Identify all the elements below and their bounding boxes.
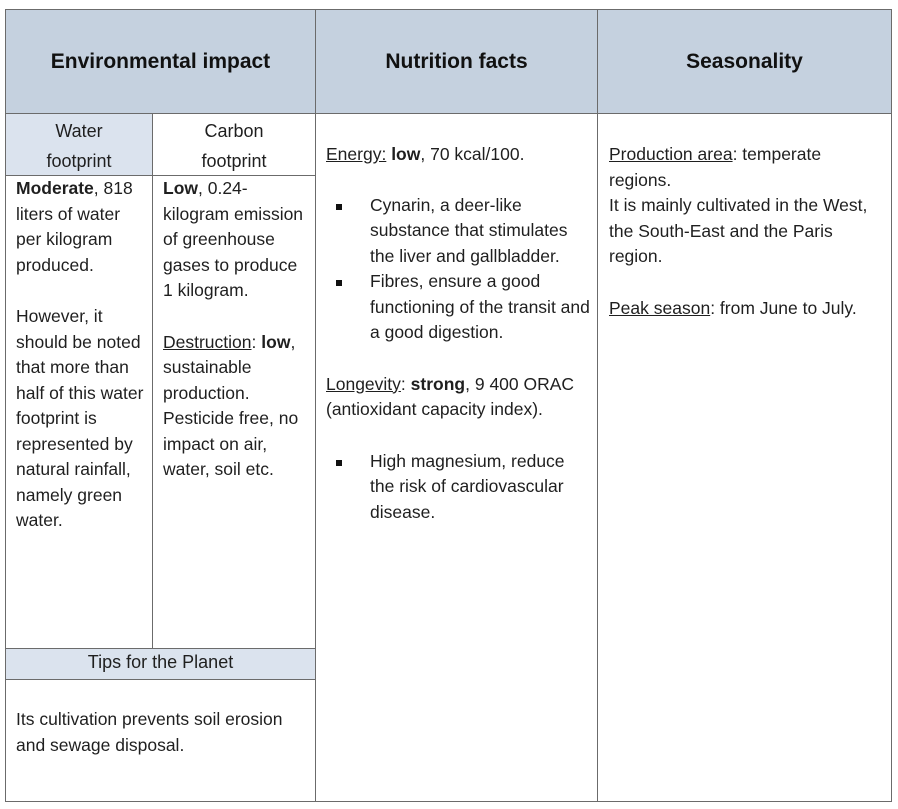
peak-label: Peak season	[609, 297, 711, 318]
longevity-label: Longevity	[326, 373, 401, 394]
energy-bullet-item: Cynarin, a deer-like substance that stimulates the liver and gallbladder.	[326, 193, 592, 270]
destruction-detail: , sustainable production. Pesticide free, no impact on air, water, soil etc.	[163, 331, 299, 479]
water-footprint-title	[6, 116, 152, 176]
energy-line	[326, 142, 592, 168]
tips-bottom-rule	[5, 679, 316, 680]
tips-text: Its cultivation prevents soil erosion and sewage disposal.	[16, 709, 283, 755]
water-footprint-note: However, it should be noted that more than half of this water footprint is represented by natural rainfall, namely green water.	[16, 306, 144, 530]
water-title-line-1: Water	[55, 121, 103, 141]
water-footprint-summary	[16, 176, 148, 278]
footprint-divider	[152, 113, 153, 648]
tips-top-rule	[5, 648, 316, 649]
destruction-level: low	[261, 331, 291, 352]
seasonality-body	[609, 142, 887, 321]
column-divider-2	[597, 9, 598, 802]
energy-label: Energy:	[326, 144, 387, 164]
energy-bullets	[326, 193, 592, 346]
destruction-label: Destruction	[163, 331, 252, 352]
longevity-detail: , 9 400 ORAC (antioxidant capacity index).	[326, 373, 575, 419]
column-divider-1	[315, 9, 316, 802]
carbon-footprint-body	[163, 176, 308, 483]
energy-level: low	[391, 144, 421, 164]
carbon-title-line-2: footprint	[201, 151, 267, 171]
carbon-footprint-summary	[163, 176, 308, 304]
longevity-bullets	[326, 449, 592, 526]
header-environmental-impact: Environmental impact	[6, 10, 315, 113]
water-footprint-body	[16, 176, 148, 534]
water-level: Moderate	[16, 178, 94, 198]
longevity-level: strong	[410, 373, 466, 394]
energy-detail: , 70 kcal/100.	[420, 144, 525, 164]
longevity-bullet-item: High magnesium, reduce the risk of cardiovascular disease.	[326, 449, 592, 526]
peak-season-line	[609, 296, 887, 322]
carbon-title-line-1: Carbon	[204, 121, 264, 141]
header-seasonality: Seasonality	[598, 10, 891, 113]
water-title-line-2: footprint	[46, 151, 112, 171]
energy-bullet-item: Fibres, ensure a good functioning of the transit and a good digestion.	[326, 269, 592, 346]
header-nutrition-facts: Nutrition facts	[316, 10, 597, 113]
header-bottom-rule	[5, 113, 892, 114]
destruction-colon: :	[251, 331, 257, 352]
production-value: temperate regions.	[609, 144, 822, 190]
production-note: It is mainly cultivated in the West, the South-East and the Paris region.	[609, 195, 868, 266]
destruction-block	[163, 330, 308, 483]
carbon-level: Low	[163, 178, 198, 198]
carbon-detail: , 0.24-kilogram emission of greenhouse gases to produce 1 kilogram.	[163, 178, 304, 300]
longevity-line	[326, 372, 592, 423]
production-area-line	[609, 142, 887, 193]
peak-value: : from June to July.	[710, 297, 857, 318]
carbon-footprint-title	[153, 116, 315, 176]
production-colon: :	[732, 144, 738, 164]
longevity-colon: :	[400, 373, 406, 394]
tips-header: Tips for the Planet	[6, 648, 315, 679]
production-label: Production area	[609, 144, 733, 164]
footprint-subheader-rule	[5, 175, 316, 176]
nutrition-body	[326, 142, 592, 525]
water-detail: , 818 liters of water per kilogram produced.	[16, 178, 133, 275]
